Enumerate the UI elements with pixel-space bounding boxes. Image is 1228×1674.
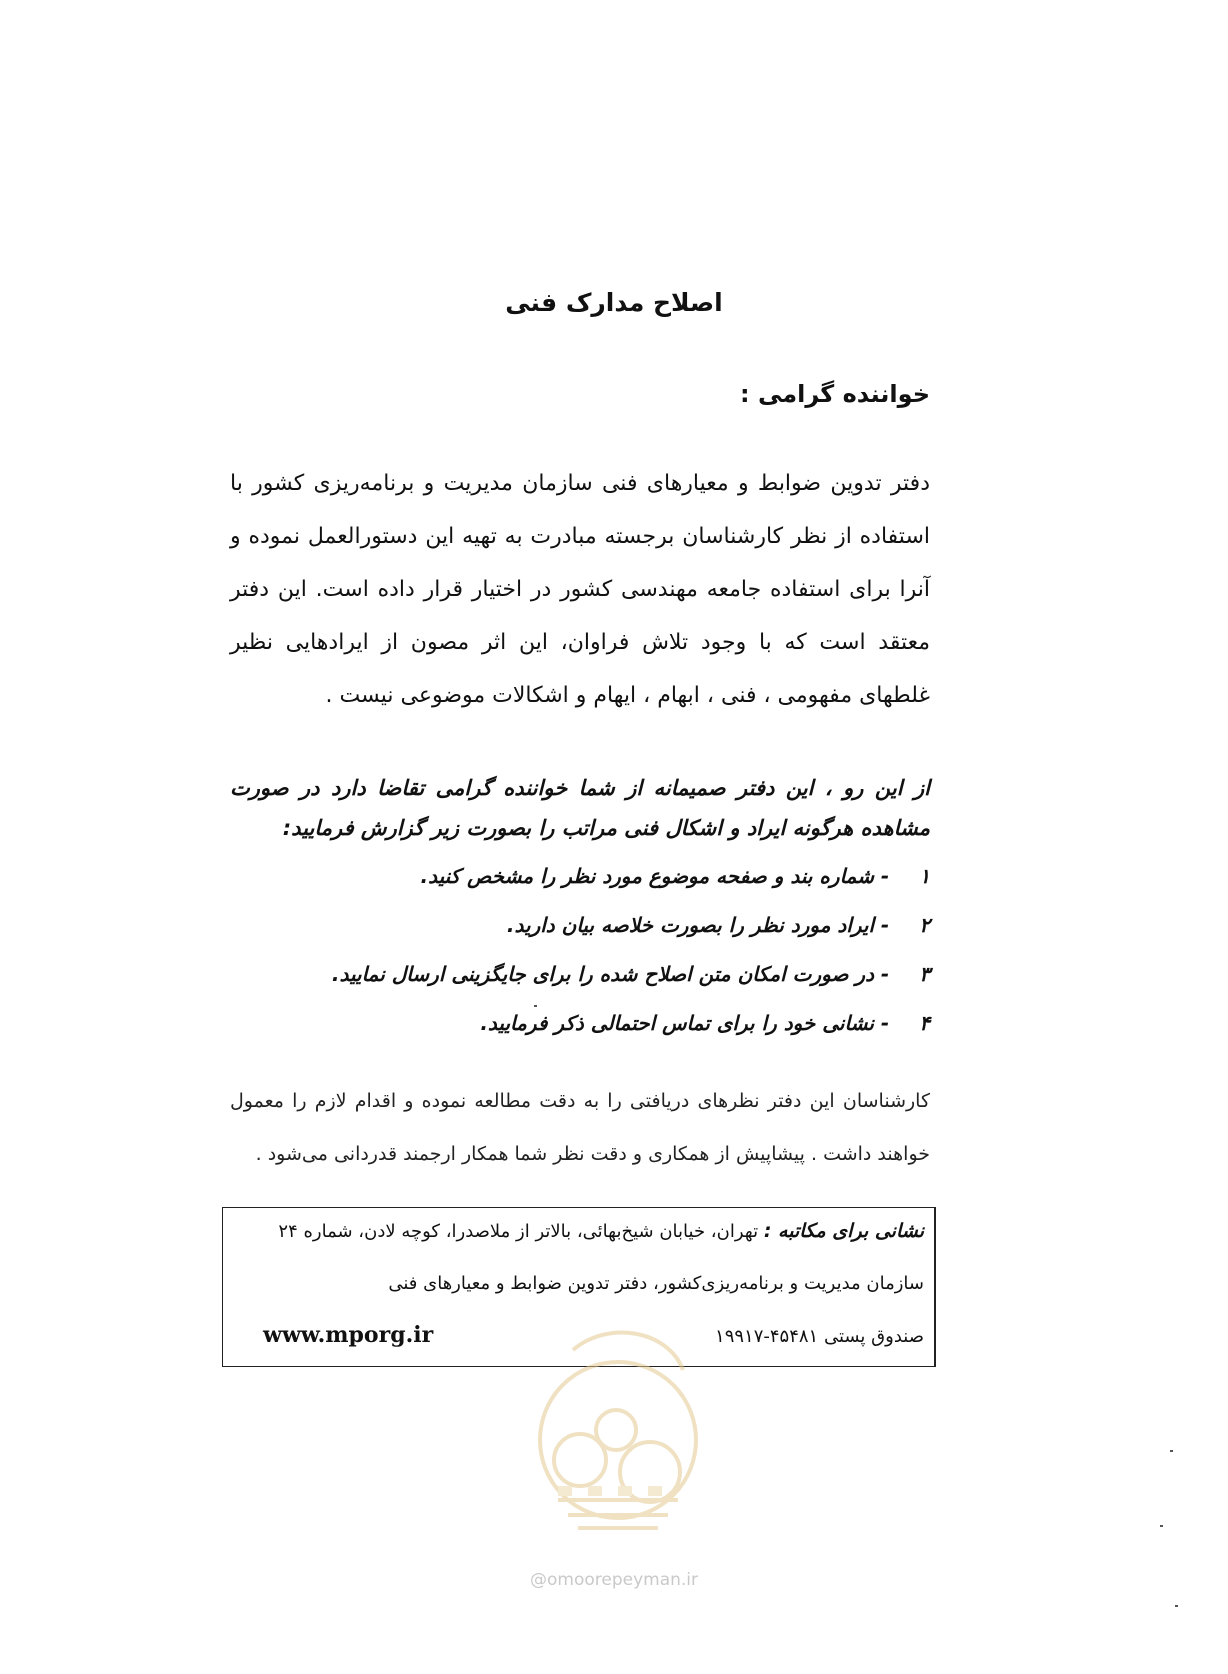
website-link[interactable]: www.mporg.ir <box>263 1322 434 1348</box>
page-title: اصلاح مدارک فنی <box>505 288 723 317</box>
scan-speck <box>1175 1605 1178 1607</box>
scan-speck <box>534 1005 537 1007</box>
address-line-1 <box>278 1220 924 1242</box>
greeting-heading: خواننده گرامی : <box>740 380 930 408</box>
step-text: در صورت امکان متن اصلاح شده را برای جایگزینی ارسال نمایید. <box>331 962 874 986</box>
watermark-seal-icon <box>498 1310 738 1550</box>
request-paragraph: از این رو ، این دفتر صمیمانه از شما خواننده گرامی تقاضا دارد در صورت مشاهده هرگونه ایراد و اشکال فنی مراتب را بصورت زیر گزارش فرمایید: <box>230 776 930 840</box>
watermark-handle: @omoorepeyman.ir <box>529 1570 699 1590</box>
closing-paragraph: کارشناسان این دفتر نظرهای دریافتی را به دقت مطالعه نموده و اقدام لازم را معمول خواهند داشت . پیشاپیش از همکاری و دقت نظر شما همکار ارجمند قدردانی می‌شود . <box>230 1090 930 1165</box>
address-label: نشانی برای مکاتبه : <box>763 1220 924 1242</box>
step-text: شماره بند و صفحه موضوع مورد نظر را مشخص کنید. <box>420 864 874 888</box>
list-item <box>230 999 930 1048</box>
address-line-2: سازمان مدیریت و برنامه‌ریزی‌کشور، دفتر تدوین ضوابط و معیارهای فنی <box>388 1273 924 1294</box>
list-item <box>230 852 930 901</box>
list-item <box>230 901 930 950</box>
step-number: ۱ <box>919 864 930 888</box>
step-dash: - <box>880 1011 890 1035</box>
step-text: نشانی خود را برای تماس احتمالی ذکر فرمایید. <box>480 1011 874 1035</box>
postal-box-line: صندوق پستی ۴۵۴۸۱-۱۹۹۱۷ <box>715 1326 924 1347</box>
step-number: ۲ <box>919 913 930 937</box>
step-dash: - <box>880 864 890 888</box>
intro-paragraph: دفتر تدوین ضوابط و معیارهای فنی سازمان مدیریت و برنامه‌ریزی کشور با استفاده از نظر کارشناسان برجسته مبادرت به تهیه این دستورالعمل نموده و آنرا برای استفاده جامعه مهندسی کشور در اختیار قرار داده است. این دفتر معتقد است که با وجود تلاش فراوان، این اثر مصون از ایرادهایی نظیر غلطهای مفهومی ، فنی ، ابهام ، ایهام و اشکالات موضوعی نیست . <box>230 471 930 708</box>
step-dash: - <box>880 913 890 937</box>
step-dash: - <box>880 962 890 986</box>
step-text: ایراد مورد نظر را بصورت خلاصه بیان دارید. <box>506 913 874 937</box>
step-number: ۴ <box>919 1011 930 1035</box>
scan-speck <box>1160 1525 1163 1527</box>
address-street: تهران، خیابان شیخ‌بهائی، بالاتر از ملاصدرا، کوچه لادن، شماره ۲۴ <box>278 1221 759 1242</box>
scan-speck <box>1170 1450 1173 1452</box>
list-item <box>230 950 930 999</box>
step-number: ۳ <box>919 962 930 986</box>
report-steps-list <box>230 852 930 1048</box>
